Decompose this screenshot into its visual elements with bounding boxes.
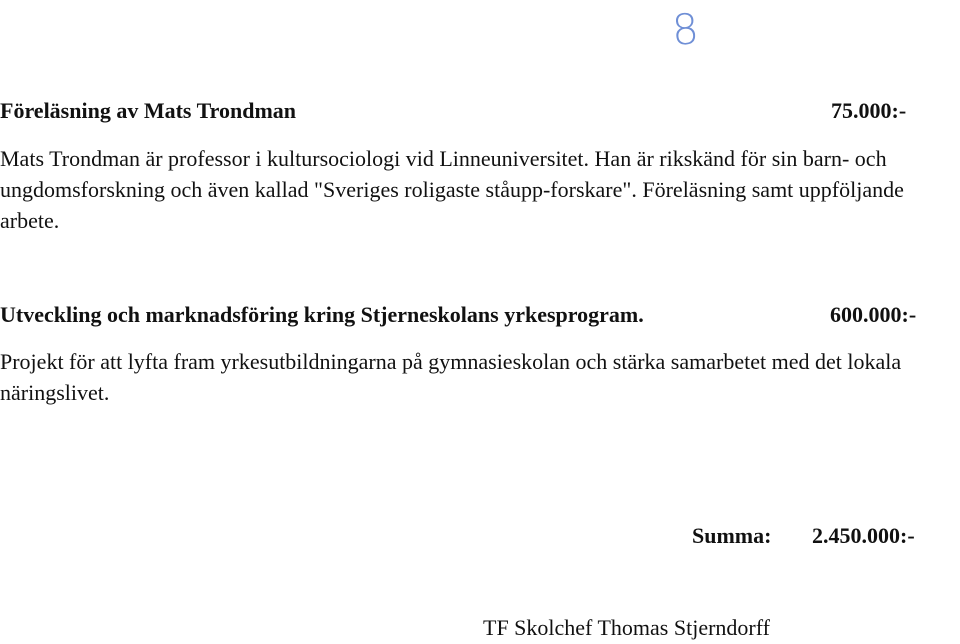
item-description: Mats Trondman är professor i kultursociologi vid Linneuniversitet. Han är rikskänd för sin barn- och ungdomsforskning och även kallad "Sveriges roligaste ståupp-forskare". Föreläsning samt uppföljande arbete. bbox=[0, 146, 904, 233]
page-number: 8 bbox=[670, 4, 701, 55]
signature: TF Skolchef Thomas Stjerndorff bbox=[483, 615, 770, 640]
item-title: Föreläsning av Mats Trondman bbox=[0, 98, 297, 123]
item-amount: 600.000:- bbox=[830, 302, 917, 327]
item-amount: 75.000:- bbox=[831, 98, 907, 123]
total-label: Summa: bbox=[692, 523, 772, 548]
item-title: Utveckling och marknadsföring kring Stjerneskolans yrkesprogram. bbox=[0, 302, 644, 327]
total-value: 2.450.000:- bbox=[812, 523, 915, 548]
item-description: Projekt för att lyfta fram yrkesutbildningarna på gymnasieskolan och stärka samarbetet med det lokala näringslivet. bbox=[0, 349, 902, 405]
